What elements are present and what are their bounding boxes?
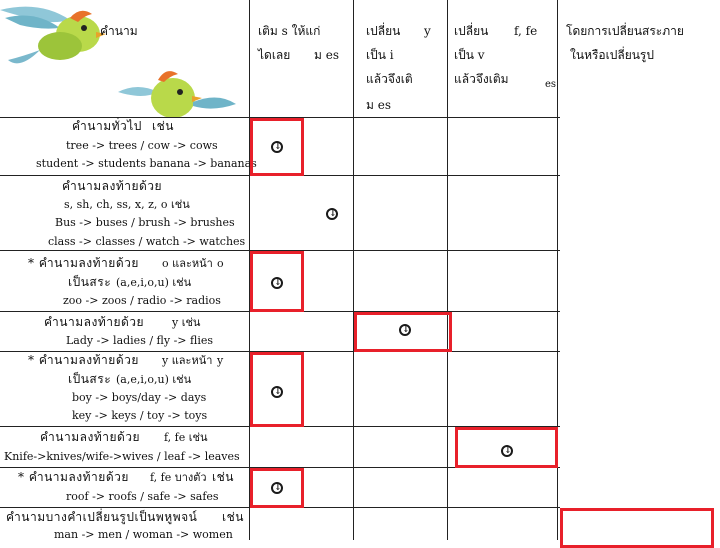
header-f-letters: f, fe xyxy=(514,24,538,38)
header-add-s-line2b: ม es xyxy=(314,48,339,62)
rule-title: คำนามลงท้ายด้วย xyxy=(62,179,163,193)
header-y-letter: y xyxy=(424,24,431,38)
rule-example: Lady -> ladies / fly -> flies xyxy=(66,334,214,347)
rule-condition: f, fe บางตัว xyxy=(150,471,207,484)
rule-letters: s, sh, ch, ss, x, z, o เช่น xyxy=(64,198,190,211)
header-add-s-line1: เติม s ให้แก่ xyxy=(258,24,321,38)
rule-title: คำนามลงท้ายด้วย xyxy=(40,430,141,444)
header-y-line1: เปลี่ยน xyxy=(366,24,401,38)
rule-title: * คำนามลงท้ายด้วย xyxy=(28,256,139,270)
answer-marker-icon[interactable] xyxy=(271,482,283,494)
rule-title: คำนามทั่วไป xyxy=(72,119,142,133)
header-add-s-line2: ไดเลย xyxy=(258,48,291,62)
rule-vowels: (a,e,i,o,u) เช่น xyxy=(116,276,192,289)
header-f-line3: แล้วจึงเติม xyxy=(454,72,509,86)
rule-example: boy -> boys/day -> days xyxy=(72,391,207,404)
rule-condition: o xyxy=(217,257,224,270)
rule-title: คำนามลงท้ายด้วย xyxy=(44,315,145,329)
col-divider xyxy=(353,0,354,540)
header-y-line3: แล้วจึงเติ xyxy=(366,72,413,86)
rule-condition: f, fe เช่น xyxy=(164,431,208,444)
header-f-line2: เป็น v xyxy=(454,48,485,62)
header-irregular-line1: โดยการเปลี่ยนสระภาย xyxy=(566,24,684,38)
rule-title: คำนามบางคำเปลี่ยนรูปเป็นพหูพจน์ xyxy=(6,510,198,524)
answer-marker-icon[interactable] xyxy=(271,141,283,153)
header-y-line4: ม es xyxy=(366,98,391,112)
answer-marker-icon[interactable] xyxy=(271,386,283,398)
header-noun: คำนาม xyxy=(100,24,138,38)
answer-marker-icon[interactable] xyxy=(501,445,513,457)
header-irregular-line2: ในหรือเปลี่ยนรูป xyxy=(570,48,654,62)
rule-example: Knife->knives/wife->wives / leaf -> leaves xyxy=(4,450,240,463)
rule-title: * คำนามลงท้ายด้วย xyxy=(28,353,139,367)
answer-box xyxy=(560,508,714,548)
rule-example: roof -> roofs / safe -> safes xyxy=(66,490,219,503)
rule-title-suffix: เช่น xyxy=(212,470,234,484)
rule-vowel-label: เป็นสระ xyxy=(68,275,112,289)
answer-marker-icon[interactable] xyxy=(271,277,283,289)
rule-vowel-label: เป็นสระ xyxy=(68,372,112,386)
header-f-es: es xyxy=(545,79,557,90)
rule-condition: o และหน้า xyxy=(162,257,213,270)
rule-example: student -> students banana -> bananas xyxy=(36,157,257,170)
rule-condition: y และหน้า xyxy=(162,354,213,367)
bird-illustration-left xyxy=(0,0,110,90)
rule-example: zoo -> zoos / radio -> radios xyxy=(63,294,221,307)
rule-title: * คำนามลงท้ายด้วย xyxy=(18,470,129,484)
rule-example: man -> men / woman -> women xyxy=(54,528,233,541)
col-divider xyxy=(447,0,448,540)
rule-vowels: (a,e,i,o,u) เช่น xyxy=(116,373,192,386)
header-y-line2: เป็น i xyxy=(366,48,394,62)
rule-example: class -> classes / watch -> watches xyxy=(48,235,246,248)
rule-condition: y xyxy=(217,354,224,367)
header-f-line1: เปลี่ยน xyxy=(454,24,489,38)
rule-example: key -> keys / toy -> toys xyxy=(72,409,208,422)
rule-example: Bus -> buses / brush -> brushes xyxy=(55,216,235,229)
rule-condition: y เช่น xyxy=(172,316,201,329)
answer-marker-icon[interactable] xyxy=(399,324,411,336)
rule-example: tree -> trees / cow -> cows xyxy=(66,139,218,152)
answer-marker-icon[interactable] xyxy=(326,208,338,220)
rule-title-suffix: เช่น xyxy=(152,119,174,133)
rule-title-suffix: เช่น xyxy=(222,510,244,524)
